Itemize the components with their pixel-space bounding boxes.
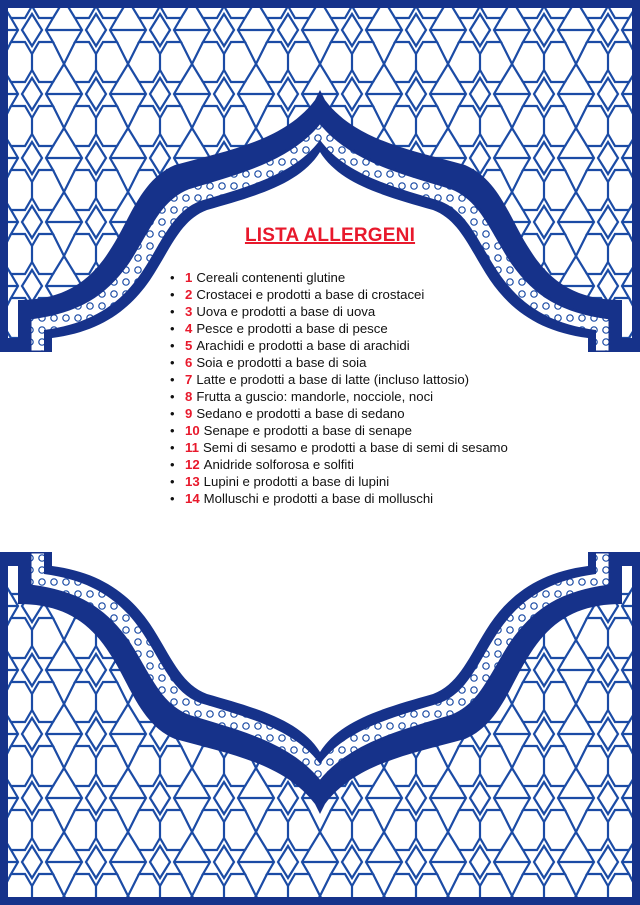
allergen-text: Latte e prodotti a base di latte (incluso lattosio) xyxy=(196,372,470,387)
list-item xyxy=(170,490,510,507)
list-item xyxy=(170,320,510,337)
allergen-number: 14 xyxy=(185,491,200,506)
list-item xyxy=(170,303,510,320)
allergen-list xyxy=(150,269,510,507)
allergen-panel xyxy=(150,225,510,507)
allergen-number: 9 xyxy=(185,406,193,421)
allergen-text: Uova e prodotti a base di uova xyxy=(196,304,376,319)
page-title: LISTA ALLERGENI xyxy=(244,225,416,246)
list-item xyxy=(170,337,510,354)
list-item xyxy=(170,269,510,286)
list-item xyxy=(170,473,510,490)
list-item xyxy=(170,405,510,422)
allergen-text: Frutta a guscio: mandorle, nocciole, noci xyxy=(196,389,434,404)
allergen-text: Lupini e prodotti a base di lupini xyxy=(203,474,390,489)
list-item xyxy=(170,456,510,473)
allergen-number: 2 xyxy=(185,287,193,302)
allergen-number: 5 xyxy=(185,338,193,353)
bottom-frame xyxy=(0,552,640,905)
allergen-number: 7 xyxy=(185,372,193,387)
list-item xyxy=(170,354,510,371)
list-item xyxy=(170,286,510,303)
allergen-number: 4 xyxy=(185,321,193,336)
list-item xyxy=(170,388,510,405)
list-item xyxy=(170,439,510,456)
allergen-number: 10 xyxy=(185,423,200,438)
allergen-text: Sedano e prodotti a base di sedano xyxy=(196,406,405,421)
allergen-text: Cereali contenenti glutine xyxy=(196,270,346,285)
allergen-number: 13 xyxy=(185,474,200,489)
allergen-text: Soia e prodotti a base di soia xyxy=(196,355,367,370)
allergen-number: 6 xyxy=(185,355,193,370)
allergen-text: Anidride solforosa e solfiti xyxy=(203,457,354,472)
list-item xyxy=(170,371,510,388)
allergen-text: Arachidi e prodotti a base di arachidi xyxy=(196,338,410,353)
allergen-text: Senape e prodotti a base di senape xyxy=(203,423,412,438)
allergen-number: 12 xyxy=(185,457,200,472)
list-item xyxy=(170,422,510,439)
allergen-text: Molluschi e prodotti a base di molluschi xyxy=(203,491,434,506)
allergen-text: Semi di sesamo e prodotti a base di semi di sesamo xyxy=(202,440,508,455)
allergen-number: 3 xyxy=(185,304,193,319)
allergen-text: Pesce e prodotti a base di pesce xyxy=(196,321,388,336)
allergen-number: 8 xyxy=(185,389,193,404)
allergen-number: 11 xyxy=(185,440,199,455)
allergen-number: 1 xyxy=(185,270,193,285)
allergen-text: Crostacei e prodotti a base di crostacei xyxy=(196,287,425,302)
